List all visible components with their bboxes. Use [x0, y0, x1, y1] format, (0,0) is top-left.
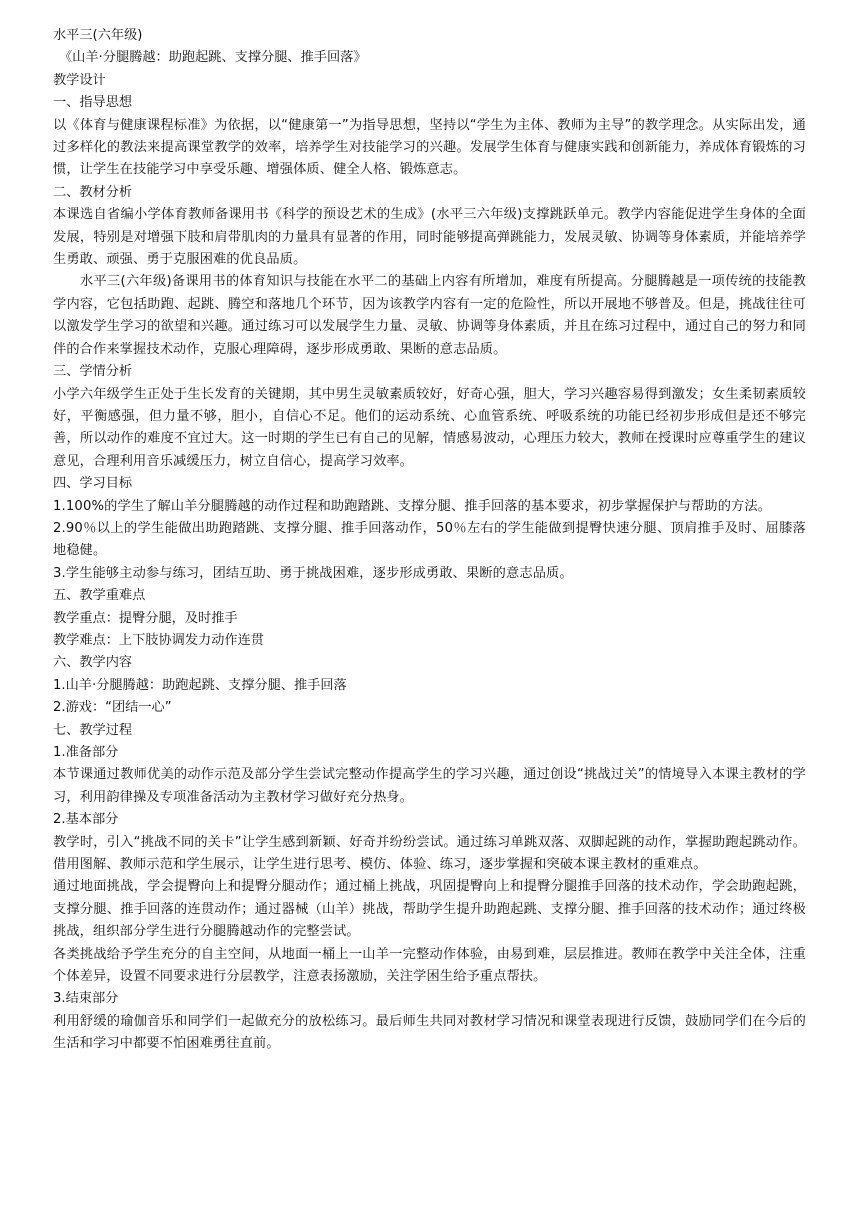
- process-part-2-paragraph-3: 各类挑战给予学生充分的自主空间，从地面一桶上一山羊一完整动作体验，由易到难，层层推进。教师在教学中关注全体，注重个体差异，设置不同要求进行分层教学，注意表扬激励，关注学困生给予重点帮扶。: [53, 946, 806, 985]
- paragraph-student-analysis: 小学六年级学生正处于生长发育的关键期，其中男生灵敏素质较好，好奇心强，胆大，学习兴趣容易得到激发；女生柔韧素质较好，平衡感强，但力量不够，胆小，自信心不足。他们的运动系统、心血管系统、呼吸系统的功能已经初步形成但是还不够完善，所以动作的难度不宜过大。这一时期的学生已有自己的见解，情感易波动，心理压力较大，教师在授课时应尊重学生的建议意见，合理利用音乐减缓压力，树立自信心，提高学习效率。: [53, 386, 806, 469]
- process-part-3-title: 3.结束部分: [53, 991, 119, 1007]
- process-part-1-title: 1.准备部分: [53, 745, 119, 760]
- teaching-difficulty: 教学难点：上下肢协调发力动作连贯: [53, 632, 264, 648]
- process-part-2-title: 2.基本部分: [53, 812, 119, 828]
- teaching-key-point: 教学重点：提臀分腿，及时推手: [53, 610, 238, 626]
- section-heading-guiding-thought: 一、指导思想: [53, 95, 133, 111]
- process-part-1-paragraph: 本节课通过教师优美的动作示范及部分学生尝试完整动作提高学生的学习兴趣，通过创设“挑战过关”的情境导入本课主教材的学习，利用韵律操及专项准备活动为主教材学习做好充分热身。: [53, 767, 806, 805]
- learning-goal-1: 1.100%的学生了解山羊分腿腾越的动作过程和助跑踏跳、支撑分腿、推手回落的基本要求，初步掌握保护与帮助的方法。: [53, 498, 772, 514]
- section-heading-key-points: 五、教学重难点: [53, 588, 146, 604]
- process-part-2-paragraph-1: 教学时，引入“挑战不同的关卡”让学生感到新颖、好奇并纷纷尝试。通过练习单跳双落、双脚起跳的动作，掌握助跑起跳动作。借用图解、教师示范和学生展示，让学生进行思考、模仿、体验、练习，逐步掌握和突破本课主教材的重难点。: [53, 834, 806, 873]
- process-part-3-paragraph: 利用舒缓的瑜伽音乐和同学们一起做充分的放松练习。最后师生共同对教材学习情况和课堂表现进行反馈，鼓励同学们在今后的生活和学习中都要不怕困难勇往直前。: [53, 1013, 806, 1052]
- content-item-1: 1.山羊·分腿腾越：助跑起跳、支撑分腿、推手回落: [53, 677, 347, 693]
- process-part-2-paragraph-2: 通过地面挑战，学会提臀向上和提臀分腿动作；通过桶上挑战，巩固提臀向上和提臀分腿推手回落的技术动作，学会助跑起跳，支撑分腿、推手回落的连贯动作；通过器械（山羊）挑战，帮助学生提升助跑起跳、支撑分腿、推手回落的技术动作；通过终极挑战，组织部分学生进行分腿腾越动作的完整尝试。: [53, 879, 806, 940]
- learning-goal-3: 3.学生能够主动参与练习，团结互助、勇于挑战困难，逐步形成勇敢、果断的意志品质。: [53, 565, 573, 581]
- paragraph-material-analysis-2: 水平三(六年级)备课用书的体育知识与技能在水平二的基础上内容有所增加，难度有所提高。分腿腾越是一项传统的技能教学内容，它包括助跑、起跳、腾空和落地几个环节，因为该教学内容有一定的危险性，所以开展地不够普及。但是，挑战往往可以激发学生学习的欲望和兴趣。通过练习可以发展学生力量、灵敏、协调等身体素质，并且在练习过程中，通过自己的努力和同伴的合作来掌握技术动作，克服心理障碍，逐步形成勇敢、果断的意志品质。: [53, 274, 806, 357]
- section-heading-student-analysis: 三、学情分析: [53, 364, 133, 380]
- design-label: 教学设计: [53, 72, 106, 88]
- section-heading-material-analysis: 二、教材分析: [53, 184, 133, 200]
- lesson-title: 《山羊·分腿腾越：助跑起跳、支撑分腿、推手回落》: [59, 50, 367, 66]
- paragraph-material-analysis-1: 本课选自省编小学体育教师备课用书《科学的预设艺术的生成》(水平三六年级)支撑跳跃单元。教学内容能促进学生身体的全面发展，特别是对增强下肢和肩带肌肉的力量具有显著的作用，同时能够提高弹跳能力，发展灵敏、协调等身体素质，并能培养学生勇敢、顽强、勇于克服困难的优良品质。: [53, 207, 806, 268]
- content-item-2: 2.游戏：“团结一心”: [53, 700, 172, 716]
- grade-level: 水平三(六年级): [53, 28, 143, 43]
- section-heading-content: 六、教学内容: [53, 655, 133, 671]
- paragraph-guiding-thought: 以《体育与健康课程标准》为依据，以“健康第一”为指导思想，坚持以“学生为主体、教师为主导”的教学理念。从实际出发，通过多样化的教法来提高课堂教学的效率，培养学生对技能学习的兴趣。发展学生体育与健康实践和创新能力，养成体育锻炼的习惯，让学生在技能学习中享受乐趣、增强体质、健全人格、锻炼意志。: [53, 117, 806, 178]
- section-heading-learning-goals: 四、学习目标: [53, 476, 133, 492]
- learning-goal-2: 2.90％以上的学生能做出助跑踏跳、支撑分腿、推手回落动作，50％左右的学生能做到提臀快速分腿、顶肩推手及时、屈膝落地稳健。: [53, 520, 806, 559]
- section-heading-process: 七、教学过程: [53, 722, 133, 738]
